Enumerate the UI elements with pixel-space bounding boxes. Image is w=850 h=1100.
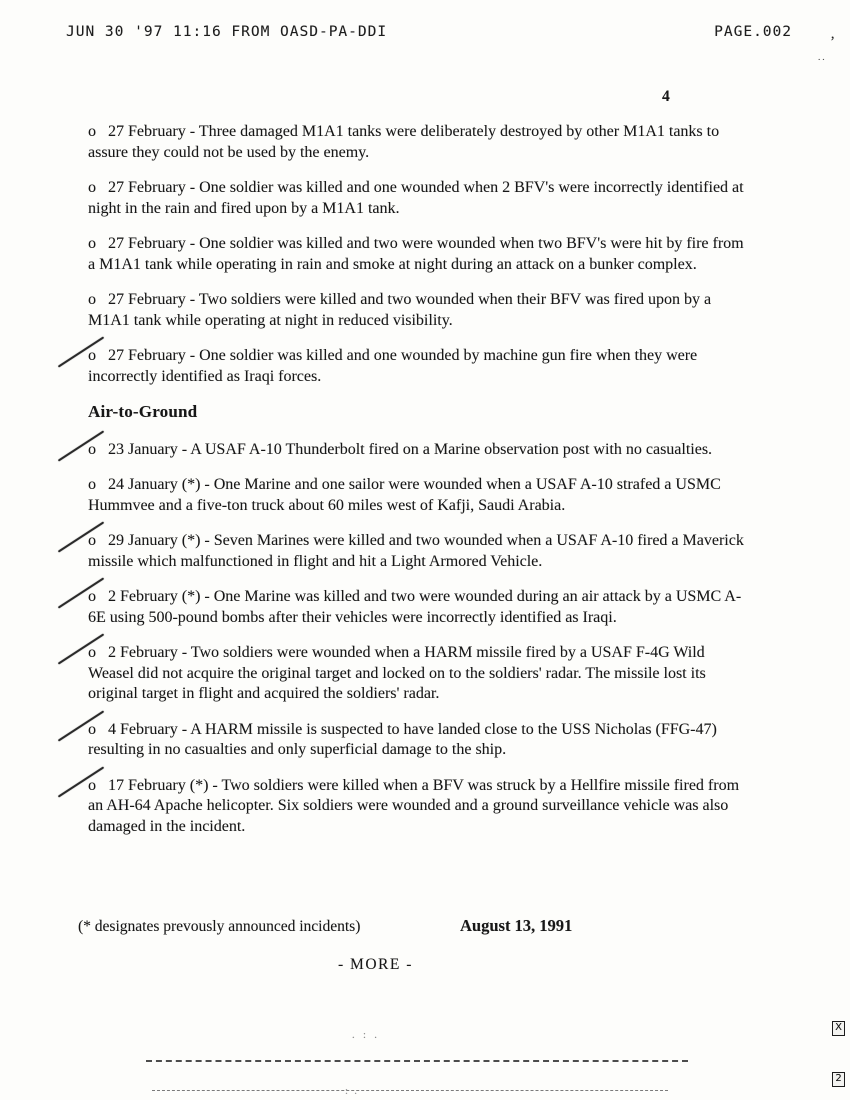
incident-text: 24 January (*) - One Marine and one sailor were wounded when a USAF A-10 strafed a USMC Hummvee and a five-ton truck about 60 miles west of Kafji, Saudi Arabia. [88, 476, 721, 514]
bullet: o [88, 440, 96, 458]
incident-item [88, 122, 746, 163]
fax-timestamp: JUN 30 '97 11:16 FROM OASD-PA-DDI [66, 24, 388, 40]
incident-text: 27 February - One soldier was killed and two were wounded when two BFV's were hit by fire from a M1A1 tank while operating in rain and smoke at night during an attack on a bunker complex. [88, 235, 744, 273]
incident-item [88, 587, 746, 628]
incident-text: 23 January - A USAF A-10 Thunderbolt fired on a Marine observation post with no casualties. [108, 440, 713, 458]
incident-item [88, 346, 746, 387]
incident-text: 29 January (*) - Seven Marines were killed and two wounded when a USAF A-10 fired a Maverick missile which malfunctioned in flight and hit a Light Armored Vehicle. [88, 532, 744, 570]
handwritten-slash-mark [58, 577, 104, 608]
incident-item [88, 475, 746, 516]
handwritten-slash-mark [58, 766, 104, 797]
incident-item [88, 440, 746, 461]
bullet: o [88, 644, 96, 661]
incident-text: 27 February - One soldier was killed and one wounded when 2 BFV's were incorrectly identified at night in the rain and fired upon by a M1A1 tank. [88, 179, 744, 217]
bullet: o [88, 588, 96, 605]
incident-item [88, 531, 746, 572]
bullet: o [88, 476, 96, 493]
scan-smudge: . : . [352, 1030, 380, 1041]
bullet: o [88, 720, 96, 738]
handwritten-slash-mark [58, 430, 104, 461]
bullet: o [88, 532, 96, 549]
bullet: o [88, 235, 96, 252]
incident-text: 27 February - Two soldiers were killed and two wounded when their BFV was fired upon by a M1A1 tank while operating at night in reduced visibility. [88, 291, 712, 329]
incident-item [88, 290, 746, 331]
incident-item [88, 776, 746, 838]
scan-noise-dashed-line [152, 1090, 668, 1091]
bullet: o [88, 123, 96, 140]
handwritten-slash-mark [58, 521, 104, 552]
scan-artifact-mark: ’ [830, 34, 835, 50]
fax-page-label: PAGE.002 [714, 24, 792, 40]
report-date: August 13, 1991 [460, 916, 573, 935]
more-marker: - MORE - [338, 956, 413, 973]
incident-text: 2 February - Two soldiers were wounded when a HARM missile fired by a USAF F-4G Wild Weasel did not acquire the original target and locked on to the soldiers' radar. The missile lost its original target in flight and acquired the soldiers' radar. [88, 644, 706, 702]
bullet: o [88, 291, 96, 308]
incident-item [88, 234, 746, 275]
incident-text: 4 February - A HARM missile is suspected to have landed close to the USS Nicholas (FFG-47) resulting in no casualties and only superficial damage to the ship. [88, 720, 717, 758]
handwritten-slash-mark [58, 710, 104, 741]
page-number: 4 [662, 88, 670, 105]
handwritten-slash-mark [58, 336, 104, 367]
incident-text: 2 February (*) - One Marine was killed and two were wounded during an air attack by a USMC A-6E using 500-pound bombs after their vehicles were incorrectly identified as Iraqi. [88, 588, 742, 626]
scan-artifact-box-2: 2 [832, 1072, 845, 1087]
incident-text: 27 February - One soldier was killed and one wounded by machine gun fire when they were incorrectly identified as Iraqi forces. [88, 347, 698, 385]
footnote: (* designates prevously announced incidents) [78, 918, 361, 935]
fax-header [66, 24, 792, 40]
scan-smudge: : . [345, 1086, 359, 1097]
scan-noise-dashed-line [146, 1060, 688, 1062]
bullet: o [88, 347, 96, 364]
bullet: o [88, 179, 96, 196]
incident-item [88, 178, 746, 219]
scan-artifact-dots: .. [818, 52, 827, 62]
incident-text: 17 February (*) - Two soldiers were killed when a BFV was struck by a Hellfire missile fired from an AH-64 Apache helicopter. Six soldiers were wounded and a ground surveillance vehicle was also damaged in the incident. [88, 776, 740, 835]
incident-item [88, 720, 746, 761]
handwritten-slash-mark [58, 633, 104, 664]
bullet: o [88, 776, 96, 794]
incident-item [88, 643, 746, 705]
scan-artifact-box-x: X [832, 1021, 845, 1036]
section-heading: Air-to-Ground [88, 402, 198, 421]
incident-text: 27 February - Three damaged M1A1 tanks were deliberately destroyed by other M1A1 tanks to assure they could not be used by the enemy. [88, 123, 720, 161]
document-body [88, 122, 746, 852]
